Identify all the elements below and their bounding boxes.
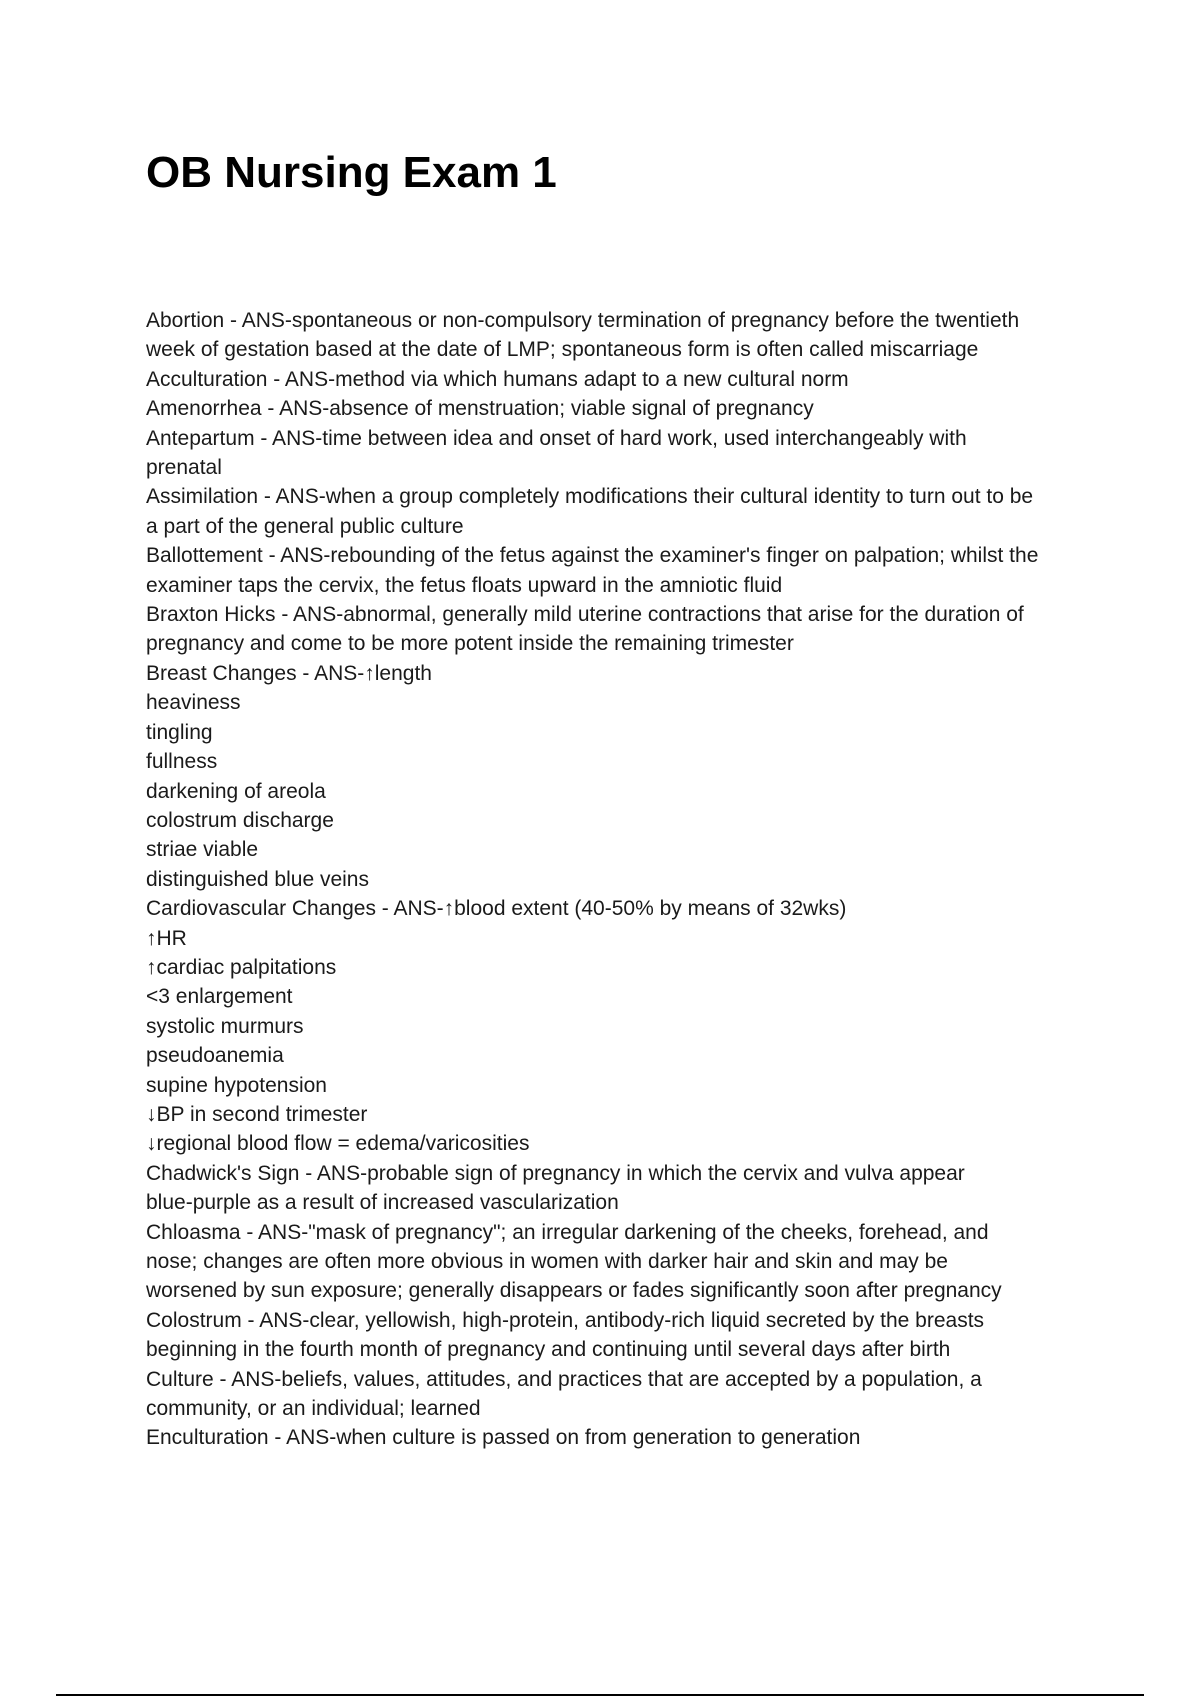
text-line: ↑HR [146,926,187,950]
text-line: Acculturation - ANS-method via which humans adapt to a new cultural norm [146,367,849,391]
text-line: Ballottement - ANS-rebounding of the fetus against the examiner's finger on palpation; whilst the [146,544,1039,568]
text-line: community, or an individual; learned [146,1397,481,1421]
document-body [146,306,1096,1453]
text-line: pseudoanemia [146,1044,284,1068]
text-line: ↑cardiac palpitations [146,955,337,979]
text-line: Enculturation - ANS-when culture is passed on from generation to generation [146,1426,861,1450]
text-line: systolic murmurs [146,1014,304,1038]
text-line: Chadwick's Sign - ANS-probable sign of pregnancy in which the cervix and vulva appear [146,1161,965,1185]
text-line: worsened by sun exposure; generally disappears or fades significantly soon after pregnancy [146,1279,1002,1303]
text-line: Cardiovascular Changes - ANS-↑blood extent (40-50% by means of 32wks) [146,897,847,921]
text-line: darkening of areola [146,779,326,803]
text-line: Colostrum - ANS-clear, yellowish, high-protein, antibody-rich liquid secreted by the breasts [146,1308,985,1332]
text-line: Assimilation - ANS-when a group completely modifications their cultural identity to turn out to be [146,485,1034,509]
text-line: Breast Changes - ANS-↑length [146,661,432,685]
text-line: Braxton Hicks - ANS-abnormal, generally mild uterine contractions that arise for the duration of [146,603,1024,627]
text-line: ↓BP in second trimester [146,1102,368,1126]
text-line: beginning in the fourth month of pregnancy and continuing until several days after birth [146,1338,951,1362]
text-line: week of gestation based at the date of LMP; spontaneous form is often called miscarriage [146,338,979,362]
text-line: Antepartum - ANS-time between idea and onset of hard work, used interchangeably with [146,426,967,450]
text-line: tingling [146,720,213,744]
text-line: prenatal [146,456,222,480]
text-line: Culture - ANS-beliefs, values, attitudes, and practices that are accepted by a population, a [146,1367,982,1391]
text-line: striae viable [146,838,259,862]
text-line: distinguished blue veins [146,867,369,891]
text-line: examiner taps the cervix, the fetus floats upward in the amniotic fluid [146,573,783,597]
text-line: pregnancy and come to be more potent inside the remaining trimester [146,632,794,656]
text-line: supine hypotension [146,1073,327,1097]
text-line: Abortion - ANS-spontaneous or non-compulsory termination of pregnancy before the twentieth [146,309,1020,332]
text-line: ↓regional blood flow = edema/varicosities [146,1132,530,1156]
text-line: Amenorrhea - ANS-absence of menstruation; viable signal of pregnancy [146,397,814,421]
footer-divider [56,1694,1144,1696]
text-line: Chloasma - ANS-"mask of pregnancy"; an irregular darkening of the cheeks, forehead, and [146,1220,989,1244]
text-line: colostrum discharge [146,808,334,832]
text-line: fullness [146,750,218,774]
page-title: OB Nursing Exam 1 [146,148,557,197]
text-line: <3 enlargement [146,985,293,1009]
text-line: nose; changes are often more obvious in women with darker hair and skin and may be [146,1250,948,1273]
text-line: a part of the general public culture [146,514,464,538]
text-line: heaviness [146,691,241,715]
text-line: blue-purple as a result of increased vascularization [146,1191,619,1215]
